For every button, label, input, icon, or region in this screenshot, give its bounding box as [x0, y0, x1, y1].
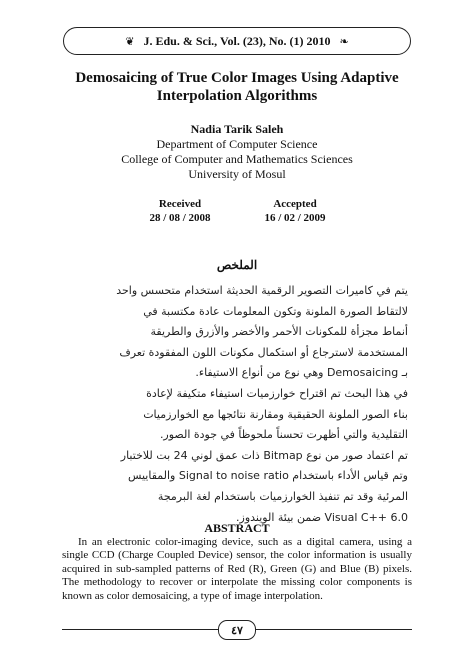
arabic-line: أنماط مجزأة للمكونات الأحمر والأخضر والأزرق والطريقة	[150, 325, 408, 339]
arabic-line: المستخدمة لاسترجاع أو استكمال مكونات اللون المفقودة تعرف	[119, 345, 408, 359]
arabic-line: بـ Demosaicing وهي نوع من أنواع الاستيفاء.	[195, 366, 408, 380]
arabic-abstract-heading: الملخص	[216, 258, 258, 272]
arabic-line: Visual C++ 6.0 ضمن بيئة الويندوز.	[236, 510, 408, 524]
author-college: College of Computer and Mathematics Sciences	[121, 152, 353, 166]
author-name: Nadia Tarik Saleh	[190, 122, 284, 136]
paper-title-line-2: Interpolation Algorithms	[156, 88, 318, 104]
arabic-line: تم اعتماد صور من نوع Bitmap ذات عمق لوني 24 بت للاختبار	[120, 448, 408, 462]
arabic-line: بناء الصور الملونة الحقيقية ومقارنة نتائجها مع الخوارزميات	[143, 407, 408, 421]
author-university: University of Mosul	[188, 167, 286, 181]
arabic-line: يتم في كاميرات التصوير الرقمية الحديثة استخدام متحسس واحد	[116, 284, 408, 297]
paper-title-line-1: Demosaicing of True Color Images Using Adaptive	[75, 70, 399, 86]
accepted-date: 16 / 02 / 2009	[264, 212, 326, 224]
arabic-abstract-body	[62, 281, 408, 524]
journal-citation: J. Edu. & Sci., Vol. (23), No. (1) 2010	[143, 33, 331, 48]
journal-header	[63, 27, 411, 55]
paper-title	[30, 69, 444, 105]
accepted-label: Accepted	[273, 198, 317, 210]
arabic-line: لالتقاط الصورة الملونة وتكون المعلومات عادة مكتسبة في	[143, 304, 408, 318]
arabic-line: في هذا البحث تم اقتراح خوارزميات استيفاء متكيفة لإعادة	[146, 386, 408, 400]
received-date: 28 / 08 / 2008	[149, 212, 211, 224]
received-label: Received	[158, 198, 202, 210]
journal-header-text	[119, 34, 354, 49]
accepted-date-block	[220, 197, 370, 225]
author-affiliation	[30, 137, 444, 182]
abstract-heading: ABSTRACT	[204, 521, 270, 535]
page-number: ٤٧	[218, 620, 256, 640]
arabic-line: المرئية وقد تم تنفيذ الخوارزميات باستخدام لغة البرمجة	[157, 489, 408, 503]
arabic-line: التقليدية والتي أظهرت تحسناً ملحوظاً في جودة الصور.	[159, 428, 408, 442]
abstract-body	[62, 536, 412, 603]
ornament-left-icon: ❦	[125, 35, 135, 48]
abstract-paragraph: In an electronic color-imaging device, such as a digital camera, using a single CCD (Charge Coupled Device) sensor, the color information is usually acquired in sub-sampled patterns of Red (R), Green (G) and Blue (B) pixels. The methodology to recover or interpolate the missing color components is known as color demosaicing, a type of image interpolation.	[62, 536, 412, 602]
ornament-right-icon: ❧	[339, 35, 349, 48]
arabic-line: وتم قياس الأداء باستخدام Signal to noise ratio والمقاييس	[127, 469, 408, 483]
author-department: Department of Computer Science	[156, 137, 318, 151]
